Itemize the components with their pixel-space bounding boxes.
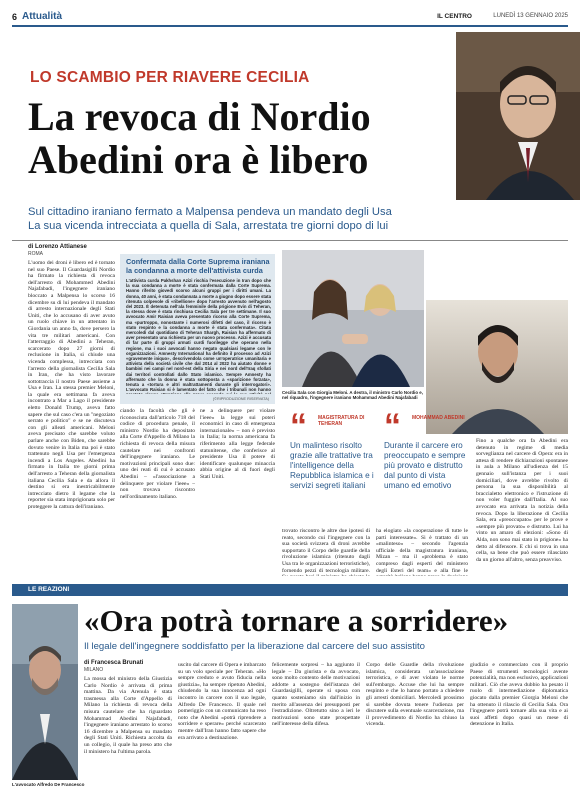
story2-column-1: La mossa del ministro della Giustizia Carlo Nordio è arrivata di prima mattina. Da via Arenula è stata trasmessa alla Corte d'Appello di Milano la richiesta di revoca della misura cautelare che ha riguardato Mohammad Abedini Najafabadi, l'ingegnere iraniano arrestato lo scorso 16 dicembre a Malpensa su mandato degli Stati Uniti. Richiesta accolta da un collegio, il quale ha preso atto che il ministero ha l'ultima parola.: [84, 676, 172, 755]
byline-dateline: ROMA: [28, 251, 43, 257]
paper-name: IL CENTRO: [437, 13, 472, 20]
story2-subhead: Il legale dell'ingegnere soddisfatto per la liberazione dal carcere del suo assistito: [84, 641, 426, 652]
story2-byline-author: di Francesca Brunati: [84, 660, 144, 666]
quote-1-role: MAGISTRATURA DI TEHERAN: [318, 415, 365, 427]
page-number: 6: [12, 12, 18, 22]
story1-column-5: Fino a qualche ora fa Abedini era detenuto in regime di media sorveglianza nel carcere di Opera: era in attesa di rendere dichiarazioni spontanee in aula a Milano all'udienza del 15 gennaio sull'istanza per i suoi domiciliari, dove avrebbe rivolto di persona la sua disponibilità al braccialetto elettronico e l'istruzione di non voler fuggire dall'Italia. Al suo avvocato era arrivata la notizia della revoca. Dopo la liberazione di Cecilia Sala, era «preoccupato» per le prove e «sempre più provato» e distrutto. Lui ha vinto un amaro di elezioni: «Sono di Alda, non sono mai stato in prigione» ha detto al difensore. E chi si trova in una cella, sa bene che può essere rilasciato da un giorno all'altro, senza preavviso.: [476, 438, 568, 563]
header-rule: [12, 25, 568, 27]
sidebar-title: [126, 257, 271, 275]
story2-headline: «Ora potrà tornare a sorridere»: [84, 603, 509, 638]
nordio-portrait-icon: [456, 32, 580, 200]
page-date: LUNEDÌ 13 GENNAIO 2025: [493, 13, 568, 19]
byline-author: di Lorenzo Attianese: [28, 244, 87, 250]
quote-mark-2: “: [384, 407, 401, 445]
quote-box-2: [384, 407, 472, 525]
story2-column-2: uscito dal carcere di Opera e imbarcato su un volo speciale per Teheran. «Ho sempre creduto e avuto fiducia nella giustizia», ha sempre ripetuto Abedini, chiudendo la sua innocenza ad ogni incontro in carcere con il suo legale, Alfredo De Francesco. Il quale nel pomeriggio con un comunicato ha reso noto che Abedini «potrà riprendere a sorridere e sperare» perché scarcerato mentre dall'Iran hanno fatto sapere che era arrivato a destinazione.: [178, 662, 266, 741]
lawyer-photo-caption: L'avvocato Alfredo De Francesco: [12, 782, 85, 787]
story1-column-4: ha elogiato «la cooperazione di tutte le parti interessate». Si è trattato di un «malinteso» – secondo l'agenzia ufficiale della magistratura iraniana, Mizan – ma il «problema è stato compreso dagli esperti del ministero degli Esteri del team» e alla fine le: [376, 528, 468, 574]
story2-column-3: felicemente sorpresi – ha aggiunto il legale – Da giurista e da avvocato, sono molto contento delle motivazioni addotte a sostegno dell'istanza del Guardasigilli, operate si sposa con quanto sosteniamo sin dall'inizio in merito all'assenza dei presupposti per l'estradizione. Oltretutto sino a ieri le motivazioni sono state prospettate nell'interesse della difesa.: [272, 662, 360, 728]
story2-column-5: giudizio e commerciato con il proprio Paese di strumenti tecnologici avente potenzialità, ma non esclusivo, applicazioni militari. Ciò che aveva dubbio ha pesato il ruolo di intermediazione diplomatica giocato dalla premier Giorgia Meloni che ha ottenuto il rilascio di Cecilia Sala. Ora l'ingegnere potrà tornare alla sua vita e ai suoi affetti dopo quasi un mese di detenzione in Italia.: [470, 662, 568, 728]
story1-rule: [12, 240, 568, 241]
story2-column-4: Corpo delle Guardie della rivoluzione islamica, considerata un'associazione terroristica, e di aver violato le norme sull'embargo. Accuse che lui ha sempre respinto e che lo hanno portato a chiedere gli arresti domiciliari. Mercoledì prossimo si sarebbe dovuta tenere l'udienza per discutere sulla eventuale scarcerazione, ma il provvedimento di Nordio ha chiuso la vicenda.: [366, 662, 464, 728]
sala-meloni-scene-icon: [282, 250, 424, 387]
nordio-photo: [456, 32, 580, 200]
subhead-line-1: Sul cittadino iraniano fermato a Malpensa pendeva un mandato degli Usa: [28, 206, 392, 218]
story1-column-1: L'uomo dei droni è libero ed è tornato nel suo Paese. Il Guardasigilli Nordio ha firmato la richiesta di revoca dell'arresto di Mohammed Abedini Najafabadi, l'ingegnere iraniano bloccato a Malpensa lo scorso 16 dicembre su di lui pendeva il mandato di arresto internazionale degli Stati Uniti, che lo accusano di aver avuto un ruolo chiave in un attentato in Giordania un anno fa, dove persero la vita tre militari americani. Con l'atterraggio di Abedini a Teheran, scarcerato dopo 27 giorni di reclusione in Italia, si chiude una vicenda complessa, intrecciata con l'arresto della giornalista Cecilia Sala in Iran, che ha visto lavorare sottotraccia il nostro Paese assieme a Usa e Iran. La stessa premier Meloni, la quale era settimana fa aveva incontrato a Mar a Lago il presidente eletto Donald Trump, aveva fatto sapere che sul caso c'era un "negoziato serrato e politico" e se ne discuteva con gli alleati americani. Meloni aveva precisato che sarebbe voluto parlare anche con Biden, che sarebbe dovuto venire in Italia ma poi è stato trattenuto negli Usa per l'emergenza incendi a Los Angeles. Abedini ha firmato in Italia tre giorni prima dell'arresto a Teheran della giornalista italiana Cecilia Sala e da allora il destino si era inestricabilmente intrecciato dietro il legame che la reporter sia stata imprigionata solo per proteggere la cattura dell'iraniano.: [28, 260, 115, 510]
quote-mark-1: “: [290, 407, 307, 445]
quote-box-1: [290, 407, 378, 525]
story-kicker: LO SCAMBIO PER RIAVERE CECILIA: [30, 69, 310, 86]
subhead-line-2: La sua vicenda intrecciata a quella di Sala, arrestata tre giorni dopo di lui: [28, 220, 389, 232]
lawyer-portrait-icon: [12, 604, 78, 780]
story1-column-2a: ciando la facoltà che gli è riconosciuta dall'articolo 718 del codice di procedura penale, il ministro Nordio ha depositato alla Corte d'Appello di Milano la richiesta di revoca della misura cautelare nei confronti dell'ingegnere iraniano. Le motivazioni principali sono due: uno dei reati di cui è accusato Abedini – «l'associazione a delinquere per violare l'ieee» – non trovava riscontro nell'ordinamento italiano.: [120, 408, 195, 500]
story-subhead: [28, 205, 568, 233]
quote-2-text: Durante il carcere ero preoccupato e sempre più provato e distrutto dal punto di vista umano ed emotivo: [384, 441, 466, 490]
quote-2-role: MOHAMMAD ABEDINI: [412, 415, 465, 421]
sala-meloni-photo: [282, 250, 424, 387]
story2-byline: [84, 660, 184, 673]
byline: [28, 244, 118, 257]
story1-column-3: trovato riscontro le altre due ipotesi di reato, secondo cui l'ingegnere con la sua società svizzera di droni avrebbe supportato il Corpo delle guardie della rivoluzione islamica (ritenuto dagli Usa tra le organizzazioni terroristiche), fornendo pezzi di tecnologia militare.: [282, 528, 370, 574]
sidebar-body: L'attivista curda Pakhshan Azizi rischia l'esecuzione in Iran dopo che la sua condanna a morte è stata confermata dalla Corte Suprema. Hanno riferito giovedì scorso alcuni gruppi per i diritti umani. La donna, 40 anni, è stata condannata a morte a giugno dopo essere stata ritenuta colpevole di «ribellione» dopo l'arresto avvenuto nell'agosto del 2023. È detenuta nell'ala femminile della prigione Evin di Teheran, la stessa dove è stata rinchiusa Cecilia Sala per tre settimane. Il suo avvocato Amir Raisian aveva presentato ricorso alla Corte Suprema, ma «purtroppo, nonostante i numerosi difetti del caso, il ricorso è stato respinto e la condanna a morte è stata confermata». Citata mercoledì dal quotidiano di Teheran Shargh, Raisian ha affermato di aver presentato una richiesta per un nuovo processo. Azizi è accusata di far parte di gruppi armati curdi fuorilegge che operano nella regione, ma i suoi avvocati hanno negato qualsiasi legame con le organizzazioni. Amnesty International ha definito il processo ad Azizi «gravemente iniquo», descrivendola come un'operatrice umanitaria e attivista della società civile che dal 2014 al 2022 ha aiutato donne e bambini nei campi nel nord-est della Siria e nei nord dell'Iraq sfollati dai territori controllati dallo Stato islamico. Sempre Amnesty ha affermato che la donna è stata sottoposta a «sparizione forzata», tenuta a «tortura e altri maltrattamenti durante gli interrogatori». L'avvocato Raisian si è lamentato del fatto che i tribunali non hanno: [126, 278, 271, 393]
reactions-kicker: LE REAZIONI: [28, 586, 70, 593]
headline-line-1: La revoca di Nordio: [28, 94, 371, 139]
story1-column-2b: ne a delinquere per violare l'ieee» la legge sui poteri economici in caso di emergenza internazionale» – non è previsto in Italia; la norma americana fa riferimento alla legge federale statunitense, che conferisce al presidente Usa il potere di identificare qualunque minaccia abbia origine al di fuori degli Stati Uniti.: [200, 408, 275, 480]
story-headline: [28, 96, 458, 182]
section-label: Attualità: [22, 11, 62, 22]
sidebar-box: [120, 254, 275, 404]
lawyer-photo: [12, 604, 78, 780]
reactions-banner: [12, 584, 568, 596]
sidebar-title-line-2: la condanna a morte dell'attivista curda: [126, 266, 263, 275]
quote-1-text: Un malinteso risolto grazie alle trattative tra l'intelligence della Repubblica islamica e i servizi segreti italiani: [290, 441, 374, 490]
headline-line-2: Abedini ora è libero: [28, 137, 369, 182]
sidebar-title-line-1: Confermata dalla Corte Suprema iraniana: [126, 257, 270, 266]
story2-byline-dateline: MILANO: [84, 667, 104, 673]
photo-caption: Cecilia Sala con Giorgia Meloni. A destra, il ministro Carlo Nordio e, nel riquadro, l'ingegnere iraniano Mohammad Abedini Najafabadi: [282, 390, 423, 401]
sidebar-signature: (©RIPRODUZIONE RISERVATA): [212, 397, 269, 401]
